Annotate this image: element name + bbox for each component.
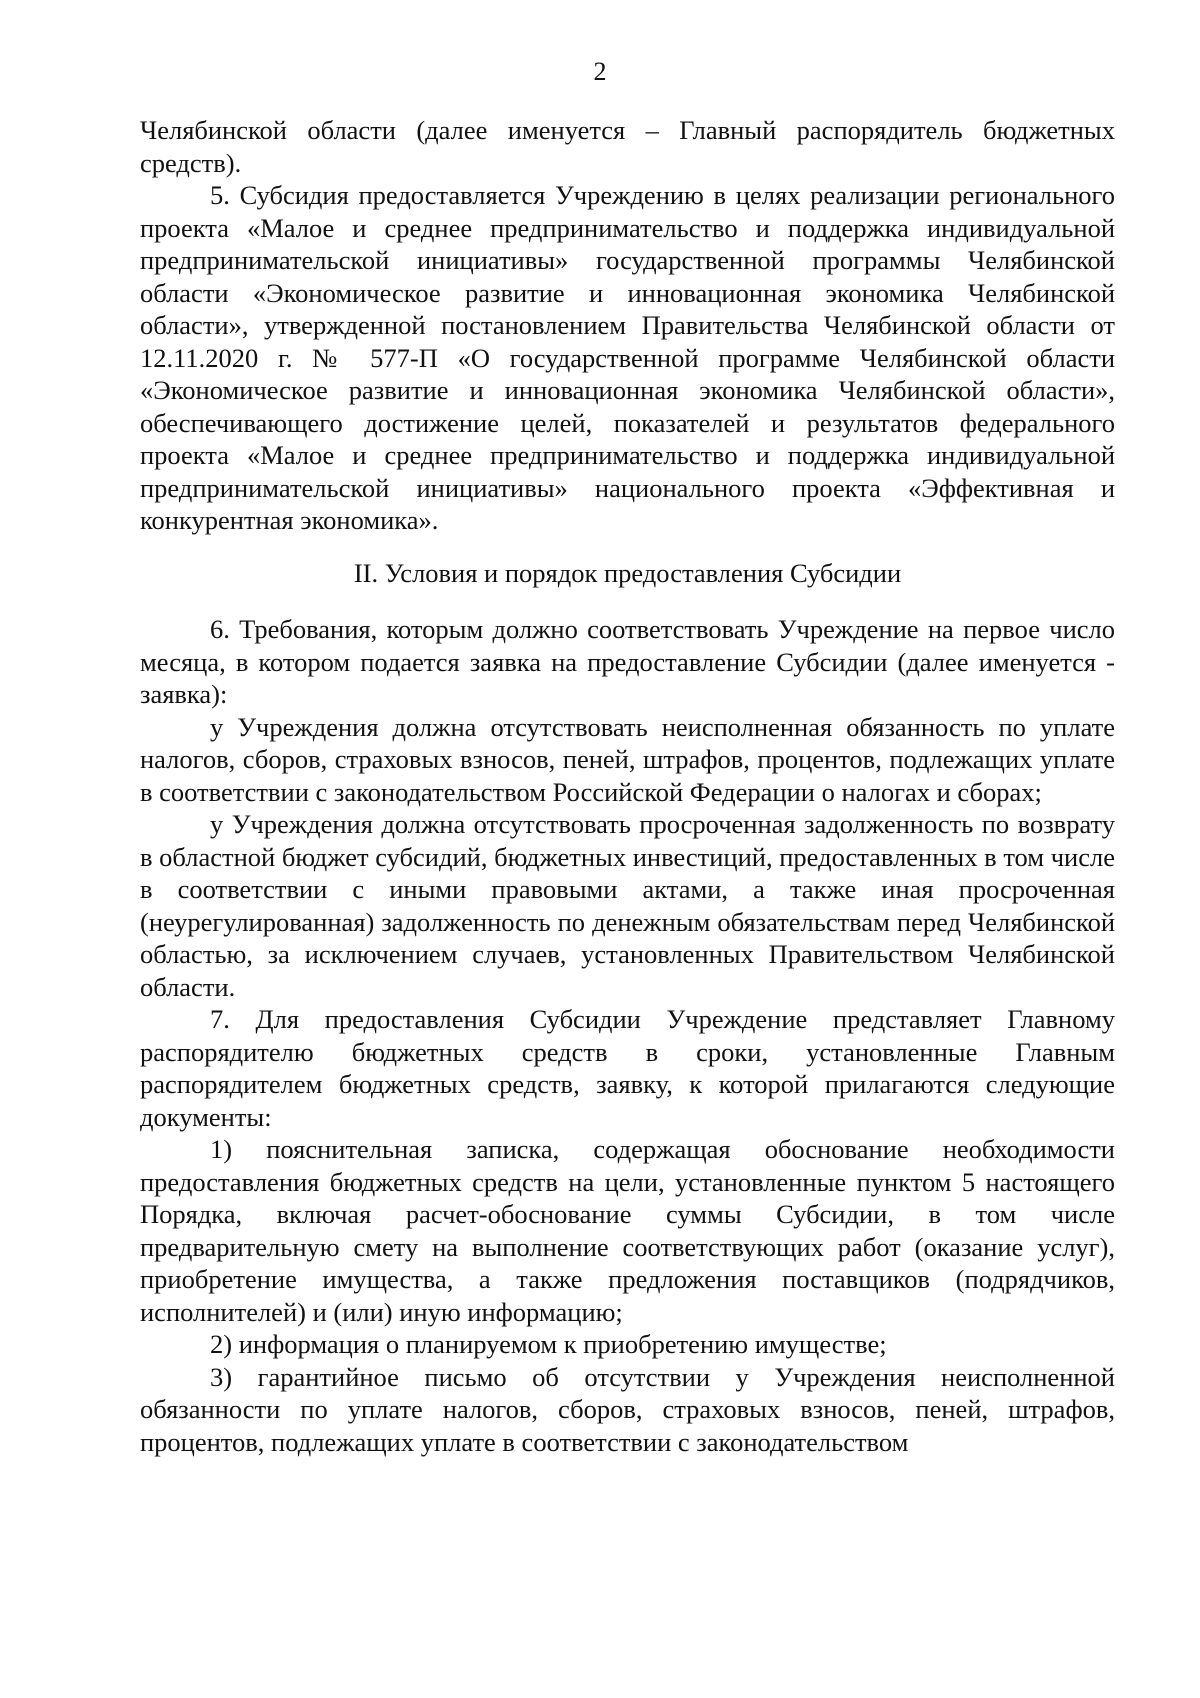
paragraph-item-7: 7. Для предоставления Субсидии Учреждение представляет Главному распорядителю бюджетных средств в сроки, установленные Главным распорядителем бюджетных средств, заявку, к которой прилагаются следующие документы:: [140, 1004, 1115, 1132]
paragraph-requirement-taxes: у Учреждения должна отсутствовать неисполненная обязанность по уплате налогов, сборов, страховых взносов, пеней, штрафов, процентов, подлежащих уплате в соответствии с законодательством Российской Федерации о налогах и сборах;: [140, 711, 1115, 807]
page-number: 2: [593, 57, 607, 86]
section-heading: II. Условия и порядок предоставления Субсидии: [353, 557, 902, 588]
document-body: [140, 114, 1115, 1458]
paragraph-doc-2: 2) информация о планируемом к приобретению имуществе;: [210, 1329, 887, 1359]
paragraph-item-6: 6. Требования, которым должно соответствовать Учреждение на первое число месяца, в котором подается заявка на предоставление Субсидии (далее именуется - заявка):: [140, 614, 1115, 709]
paragraph-continuation: Челябинской области (далее именуется – Главный распорядитель бюджетных средств).: [140, 115, 1115, 178]
paragraph-doc-3: 3) гарантийное письмо об отсутствии у Учреждения неисполненной обязанности по уплате налогов, сборов, страховых взносов, пеней, штрафов, процентов, подлежащих уплате в соответствии с законодательством: [140, 1361, 1115, 1457]
paragraph-doc-1: 1) пояснительная записка, содержащая обоснование необходимости предоставления бюджетных средств на цели, установленные пунктом 5 настоящего Порядка, включая расчет-обоснование суммы Субсидии, в том числе предварительную смету на выполнение соответствующих работ (оказание услуг), приобретение имущества, а также предложения поставщиков (подрядчиков, исполнителей) и (или) иную информацию;: [140, 1134, 1115, 1327]
paragraph-requirement-debts: у Учреждения должна отсутствовать просроченная задолженность по возврату в областной бюджет субсидий, бюджетных инвестиций, предоставленных в том числе в соответствии с иными правовыми актами, а также иная просроченная (неурегулированная) задолженность по денежным обязательствам перед Челябинской областью, за исключением случаев, установленных Правительством Челябинской области.: [140, 809, 1115, 1002]
paragraph-item-5: 5. Субсидия предоставляется Учреждению в целях реализации регионального проекта «Малое и среднее предпринимательство и поддержка индивидуальной предпринимательской инициативы» государственной программы Челябинской области «Экономическое развитие и инновационная экономика Челябинской области», утвержденной постановлением Правительства Челябинской области от 12.11.2020 г. № 577-П «О государственной программе Челябинской области «Экономическое развитие и инновационная экономика Челябинской области», обеспечивающего достижение целей, показателей и результатов федерального проекта «Малое и среднее предпринимательство и поддержка индивидуальной предпринимательской инициативы» национального проекта «Эффективная и конкурентная экономика».: [140, 180, 1115, 535]
